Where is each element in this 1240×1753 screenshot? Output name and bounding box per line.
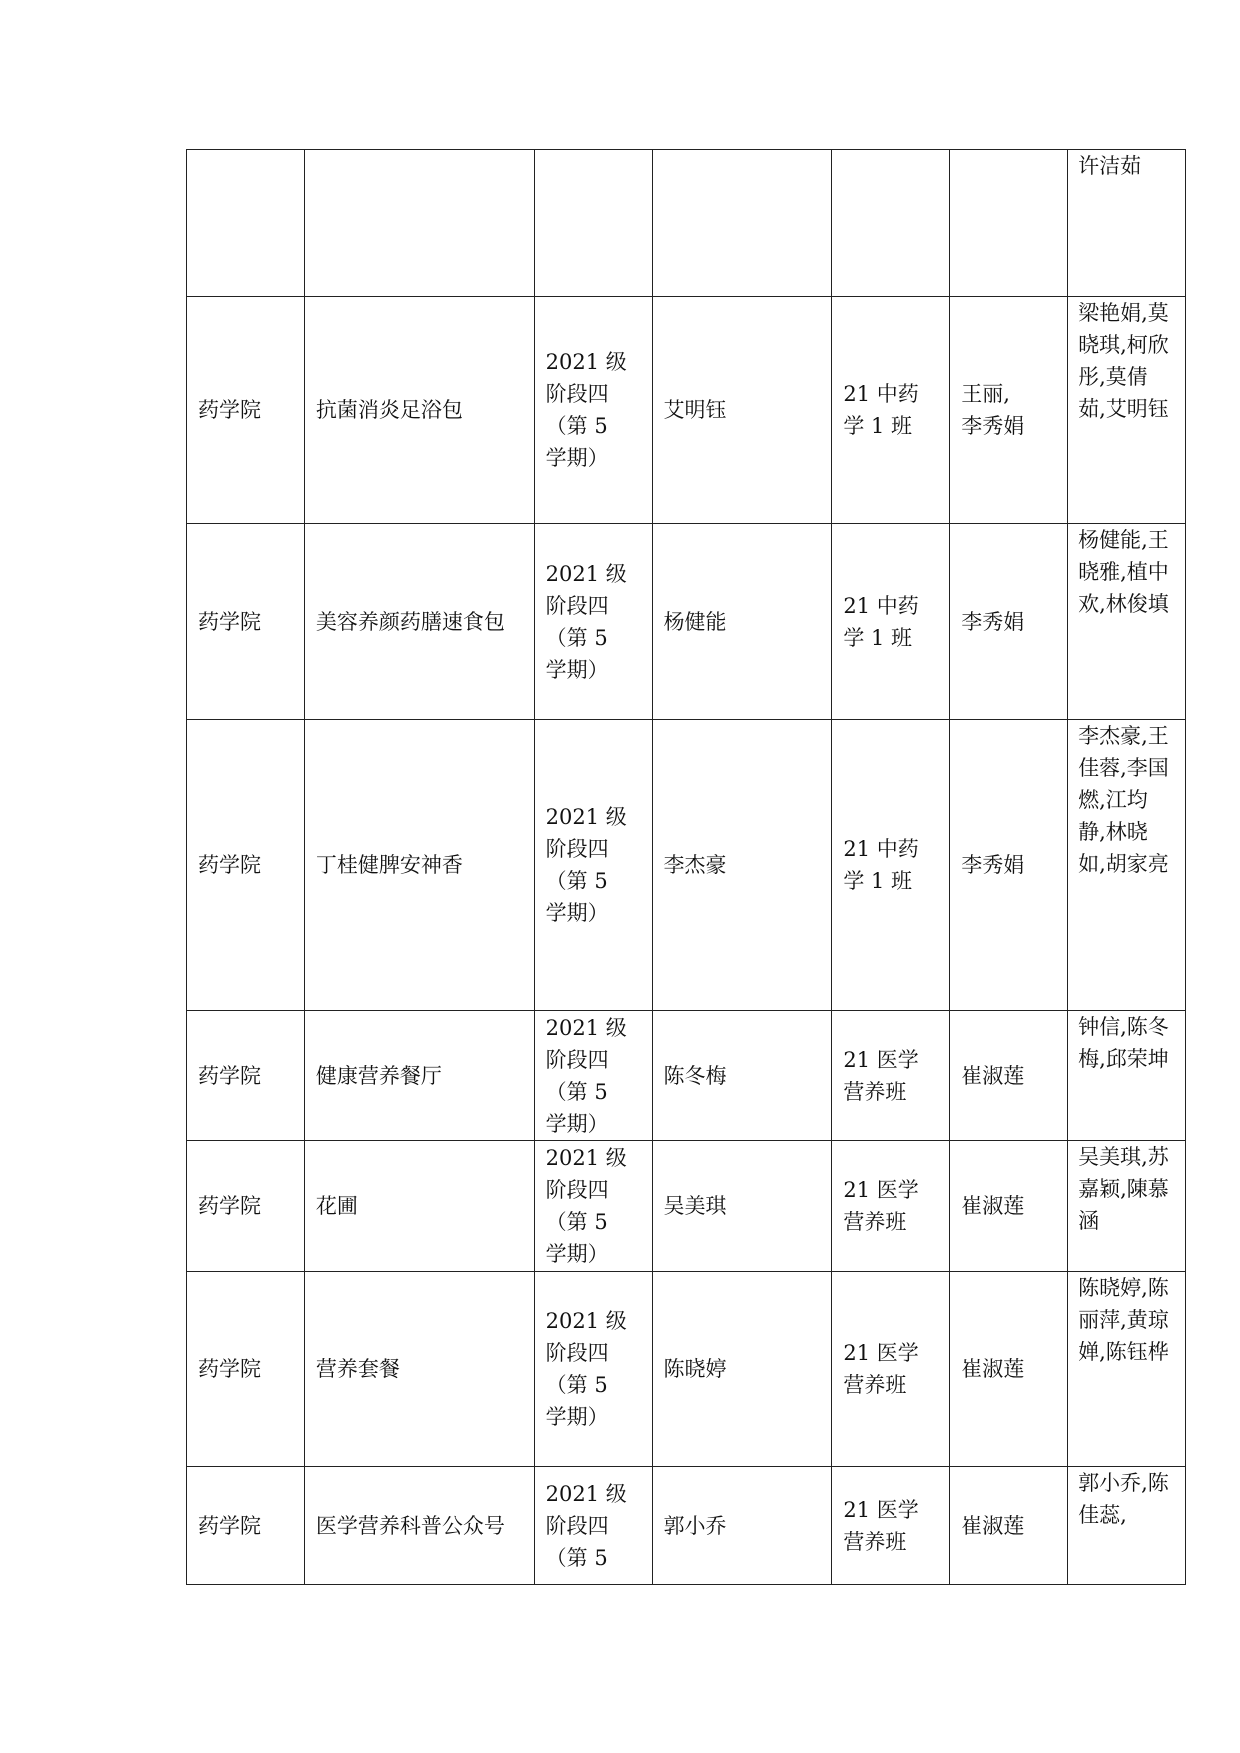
college-cell: 药学院 xyxy=(187,524,305,720)
leader-cell xyxy=(652,150,832,297)
leader-cell: 杨健能 xyxy=(652,524,832,720)
table-row xyxy=(187,1272,1186,1467)
advisor-cell: 李秀娟 xyxy=(950,720,1068,1011)
project-cell: 丁桂健脾安神香 xyxy=(304,720,534,1011)
table-row xyxy=(187,150,1186,297)
college-cell: 药学院 xyxy=(187,1272,305,1467)
table-row xyxy=(187,297,1186,524)
term-cell: 2021 级 阶段四 （第 5 学期） xyxy=(534,1272,652,1467)
advisor-cell: 李秀娟 xyxy=(950,524,1068,720)
advisor-cell: 王丽, 李秀娟 xyxy=(950,297,1068,524)
members-cell: 李杰豪,王佳蓉,李国燃,江均静,林晓如,胡家亮 xyxy=(1068,720,1186,1011)
leader-cell: 陈晓婷 xyxy=(652,1272,832,1467)
advisor-cell: 崔淑莲 xyxy=(950,1272,1068,1467)
advisor-cell: 崔淑莲 xyxy=(950,1011,1068,1141)
term-cell: 2021 级 阶段四 （第 5 xyxy=(534,1467,652,1585)
advisor-cell xyxy=(950,150,1068,297)
college-cell: 药学院 xyxy=(187,297,305,524)
class-cell: 21 中药 学 1 班 xyxy=(832,524,950,720)
class-cell: 21 中药 学 1 班 xyxy=(832,297,950,524)
project-cell: 抗菌消炎足浴包 xyxy=(304,297,534,524)
class-cell: 21 医学 营养班 xyxy=(832,1141,950,1272)
class-cell: 21 医学 营养班 xyxy=(832,1272,950,1467)
members-cell: 杨健能,王晓雅,植中欢,林俊填 xyxy=(1068,524,1186,720)
term-cell: 2021 级 阶段四 （第 5 学期） xyxy=(534,297,652,524)
table-row xyxy=(187,720,1186,1011)
project-cell xyxy=(304,150,534,297)
members-cell: 郭小乔,陈佳蕊, xyxy=(1068,1467,1186,1585)
term-cell: 2021 级 阶段四 （第 5 学期） xyxy=(534,1141,652,1272)
term-cell: 2021 级 阶段四 （第 5 学期） xyxy=(534,524,652,720)
class-cell: 21 中药 学 1 班 xyxy=(832,720,950,1011)
project-table xyxy=(186,149,1186,1585)
project-cell: 医学营养科普公众号 xyxy=(304,1467,534,1585)
table-row xyxy=(187,1011,1186,1141)
advisor-cell: 崔淑莲 xyxy=(950,1141,1068,1272)
leader-cell: 吴美琪 xyxy=(652,1141,832,1272)
class-cell: 21 医学 营养班 xyxy=(832,1011,950,1141)
college-cell: 药学院 xyxy=(187,1011,305,1141)
term-cell: 2021 级 阶段四 （第 5 学期） xyxy=(534,720,652,1011)
term-cell xyxy=(534,150,652,297)
college-cell: 药学院 xyxy=(187,1141,305,1272)
project-cell: 花圃 xyxy=(304,1141,534,1272)
college-cell xyxy=(187,150,305,297)
project-cell: 美容养颜药膳速食包 xyxy=(304,524,534,720)
members-cell: 吴美琪,苏嘉颖,陳慕涵 xyxy=(1068,1141,1186,1272)
members-cell: 梁艳娟,莫晓琪,柯欣彤,莫倩茹,艾明钰 xyxy=(1068,297,1186,524)
leader-cell: 李杰豪 xyxy=(652,720,832,1011)
term-cell: 2021 级 阶段四 （第 5 学期） xyxy=(534,1011,652,1141)
college-cell: 药学院 xyxy=(187,720,305,1011)
advisor-cell: 崔淑莲 xyxy=(950,1467,1068,1585)
table-row xyxy=(187,1467,1186,1585)
leader-cell: 艾明钰 xyxy=(652,297,832,524)
table-row xyxy=(187,524,1186,720)
leader-cell: 陈冬梅 xyxy=(652,1011,832,1141)
members-cell: 钟信,陈冬梅,邱荣坤 xyxy=(1068,1011,1186,1141)
members-cell: 陈晓婷,陈丽萍,黄琼婵,陈钰桦 xyxy=(1068,1272,1186,1467)
college-cell: 药学院 xyxy=(187,1467,305,1585)
table-row xyxy=(187,1141,1186,1272)
leader-cell: 郭小乔 xyxy=(652,1467,832,1585)
class-cell xyxy=(832,150,950,297)
project-cell: 健康营养餐厅 xyxy=(304,1011,534,1141)
project-cell: 营养套餐 xyxy=(304,1272,534,1467)
class-cell: 21 医学 营养班 xyxy=(832,1467,950,1585)
members-cell: 许洁茹 xyxy=(1068,150,1186,297)
